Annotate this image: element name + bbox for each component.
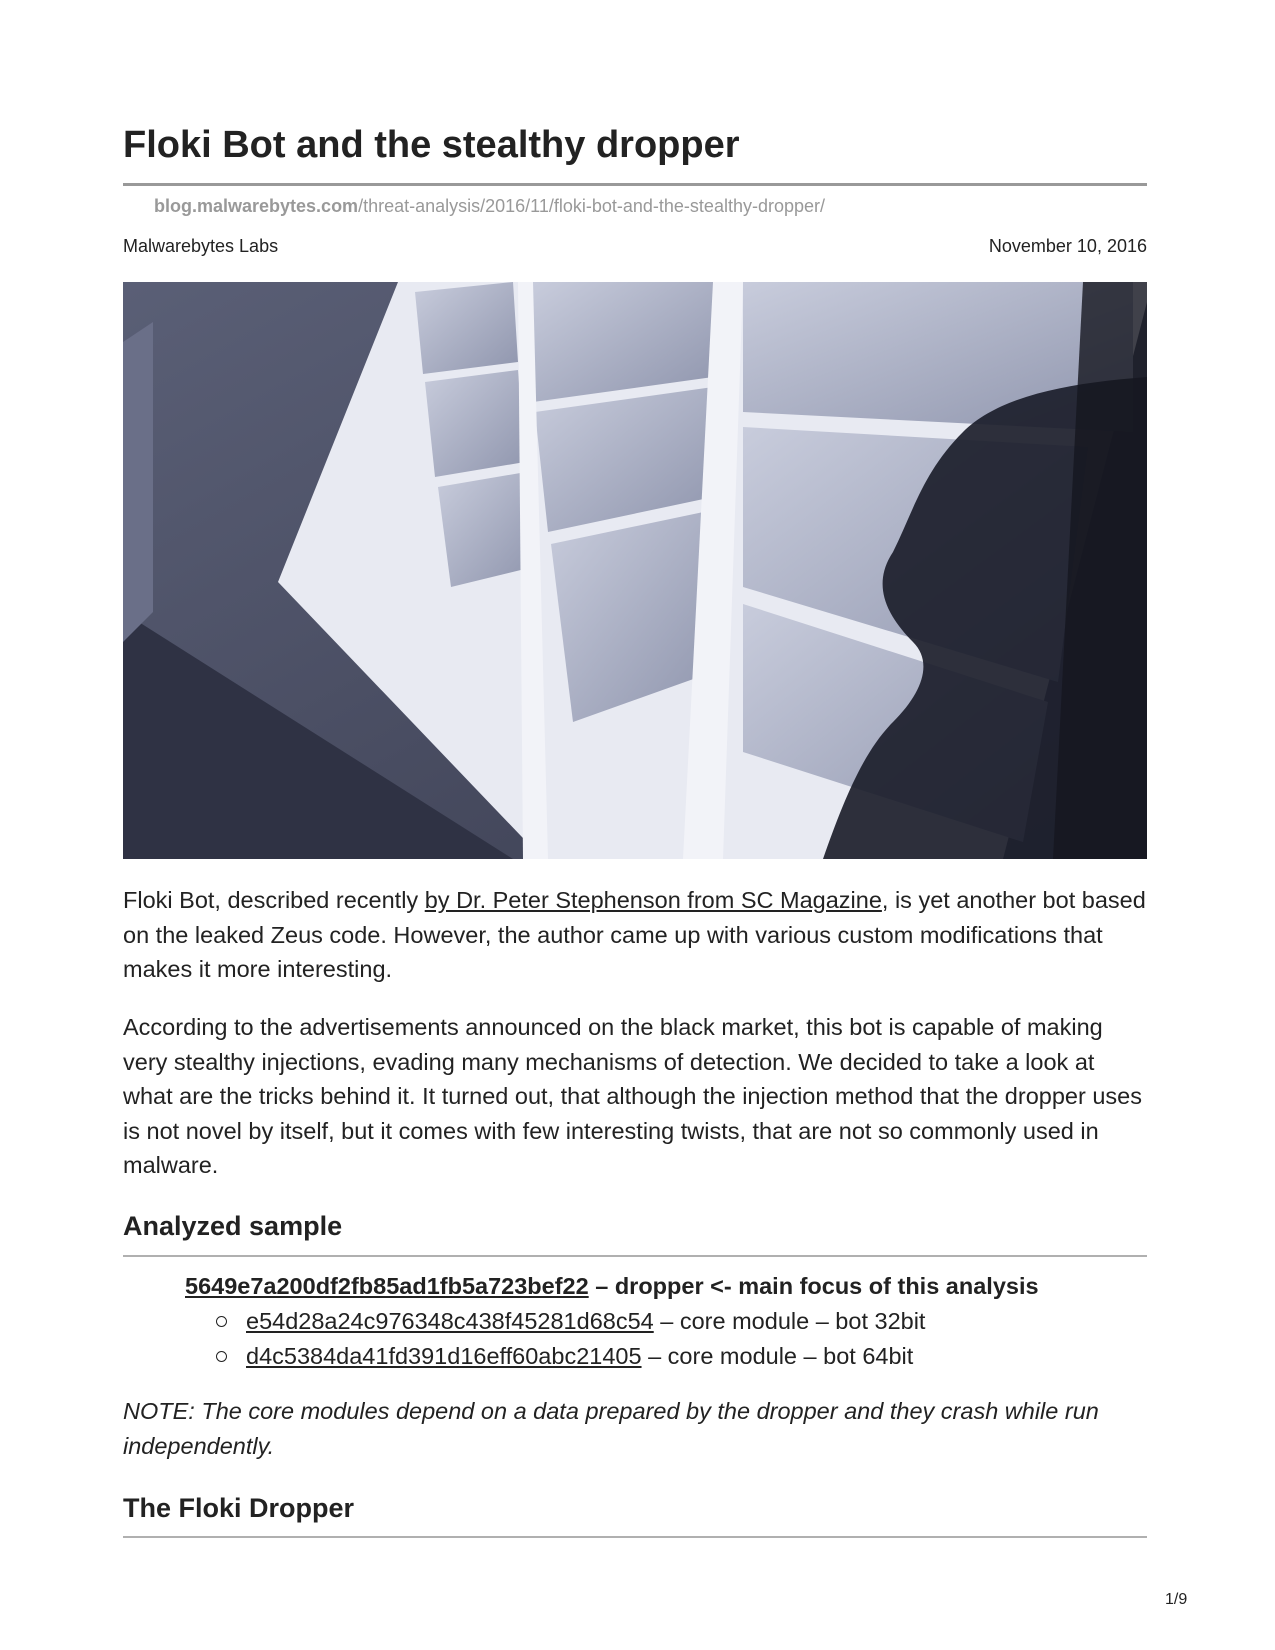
title-divider [123,183,1147,186]
analyzed-sample-heading: Analyzed sample [123,1211,343,1241]
url-domain: blog.malwarebytes.com [154,196,359,216]
core-32bit-hash-link[interactable]: e54d28a24c976348c438f45281d68c54 [246,1308,654,1334]
core-module-list [216,1304,925,1373]
url-path: /threat-analysis/2016/11/floki-bot-and-the-stealthy-dropper/ [358,196,825,216]
intro-paragraph [123,883,1147,987]
dropper-description: – dropper <- main focus of this analysis [588,1273,1039,1299]
list-item [216,1304,925,1339]
source-url[interactable] [154,196,825,217]
note-text: NOTE: The core modules depend on a data prepared by the dropper and they crash while run independently. [123,1398,1099,1459]
main-sample [185,1269,1039,1304]
intro-text-start: Floki Bot, described recently [123,887,425,913]
circle-bullet-icon [216,1316,227,1327]
page-title: Floki Bot and the stealthy dropper [123,124,740,166]
hero-image [123,282,1147,859]
publish-date: November 10, 2016 [988,236,1147,256]
circle-bullet-icon [216,1351,227,1362]
dropper-hash-link[interactable]: 5649e7a200df2fb85ad1fb5a723bef22 [185,1273,589,1299]
section-divider [123,1536,1147,1538]
page-number: 1/9 [1165,1591,1188,1608]
sc-magazine-link[interactable]: by Dr. Peter Stephenson from SC Magazine [424,887,882,913]
advertisement-paragraph: According to the advertisements announced on the black market, this bot is capable of making very stealthy injections, evading many mechanisms of detection. We decided to take a look at what are the tricks behind it. It turned out, that although the injection method that the dropper uses is not novel by itself, but it comes with few interesting twists, that are not so commonly used in malware. [123,1014,1142,1178]
section-divider [123,1255,1147,1257]
intro-text-end: , is yet another bot based on the leaked Zeus code. However, the author came up with various custom modifications that makes it more interesting. [123,887,1146,982]
author: Malwarebytes Labs [123,236,279,256]
list-item [216,1339,925,1374]
window-shadow-photo [123,282,1147,859]
core-32bit-description: – core module – bot 32bit [653,1308,926,1334]
core-64bit-hash-link[interactable]: d4c5384da41fd391d16eff60abc21405 [246,1342,642,1369]
core-64bit-description: – core module – bot 64bit [641,1342,914,1369]
floki-dropper-heading: The Floki Dropper [123,1493,355,1523]
